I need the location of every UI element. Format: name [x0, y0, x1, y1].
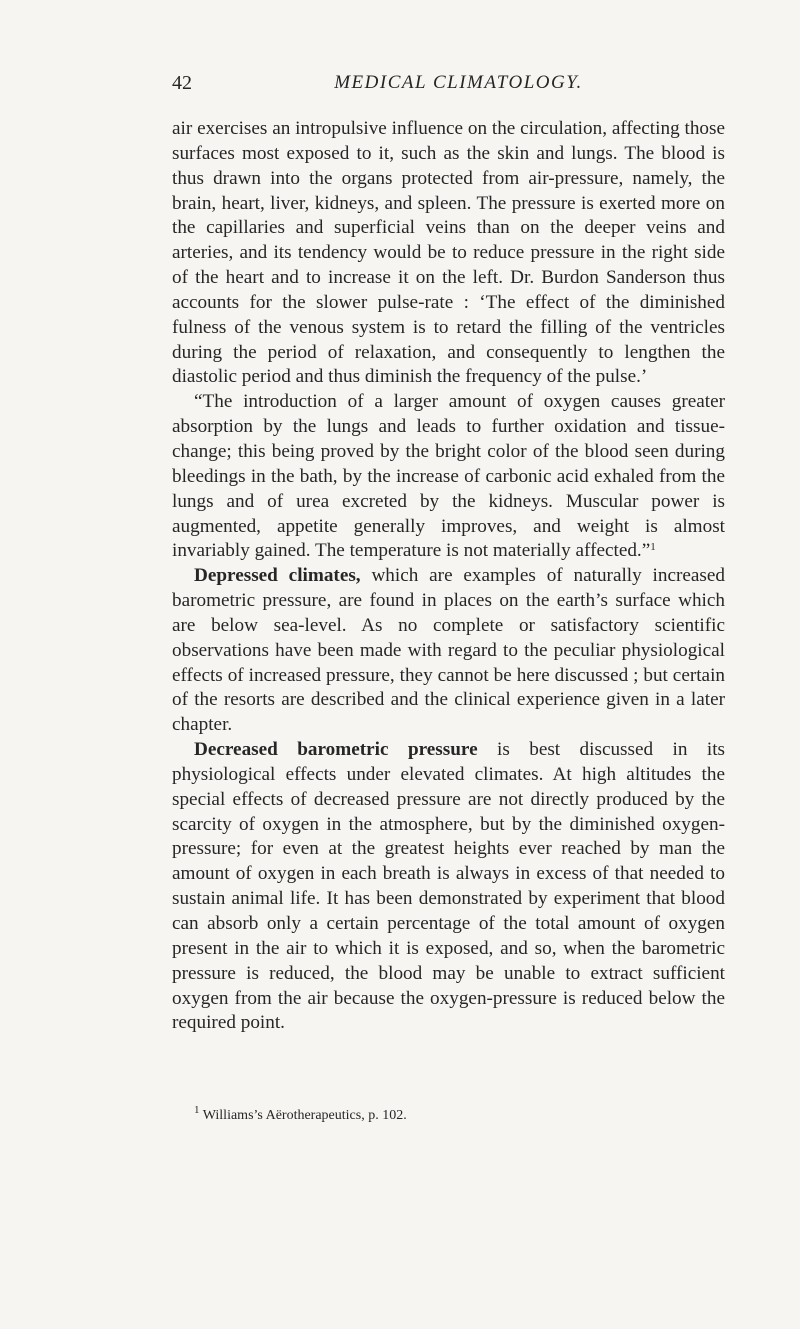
paragraph-text: which are examples of naturally increased barometric pressure, are found in places on the earth’s surface which are below sea-level. As no complete or satisfactory scientific observations have been made with regard to the peculiar physiological effects of increased pressure, they cannot be here discussed ; but certain of the resorts are described and the clinical experience given in a later chapter. [172, 565, 725, 736]
paragraph-text: air exercises an intropulsive influence on the circulation, affecting those surfaces most exposed to it, such as the skin and lungs. The blood is thus drawn into the organs protected from air-pressure, namely, the brain, heart, liver, kidneys, and spleen. The pressure is exerted more on the capillaries and superficial veins than on the deeper veins and arteries, and its tendency would be to reduce pressure in the right side of the heart and to increase it on the left. Dr. Burdon Sanderson thus accounts for the slower pulse-rate : ‘The effect of the diminished fulness of the venous system is to retard the filling of the ventricles during the period of relaxation, and consequently to lengthen the diastolic period and thus diminish the frequency of the pulse.’ [172, 118, 725, 388]
paragraph-decreased-pressure [172, 738, 725, 1036]
paragraph-lead-term: Decreased barometric pressure [194, 739, 478, 761]
paragraph-quotation [172, 390, 725, 564]
paragraph-depressed-climates [172, 564, 725, 738]
footnote-reference: 1 [650, 541, 656, 554]
body-text [172, 117, 725, 1036]
paragraph-text: “The introduction of a larger amount of oxygen causes greater absorption by the lungs and leads to further oxidation and tissue-change; this being proved by the bright color of the blood seen during bleedings in the bath, by the increase of carbonic acid exhaled from the lungs and of urea excreted by the kidneys. Muscular power is augmented, appetite generally improves, and weight is almost invariably gained. The temperature is not materially affected.” [172, 391, 725, 562]
running-head: MEDICAL CLIMATOLOGY. [334, 72, 583, 93]
footnote-marker: 1 [194, 1104, 200, 1116]
page-header [172, 72, 725, 100]
paragraph-lead-term: Depressed climates, [194, 565, 361, 587]
page-number: 42 [172, 72, 192, 94]
footnote [172, 1104, 725, 1125]
footnote-text: Williams’s Aërotherapeutics, p. 102. [202, 1108, 407, 1123]
paragraph-continuation [172, 117, 725, 390]
paragraph-text: is best discussed in its physiological effects under elevated climates. At high altitudes the special effects of decreased pressure are not directly produced by the scarcity of oxygen in the atmosphere, but by the diminished oxygen-pressure; for even at the greatest heights ever reached by man the amount of oxygen in each breath is always in excess of that needed to sustain animal life. It has been demonstrated by experiment that blood can absorb only a certain percentage of the total amount of oxygen present in the air to which it is exposed, and so, when the barometric pressure is reduced, the blood may be unable to extract sufficient oxygen from the air because the oxygen-pressure is reduced below the required point. [172, 739, 725, 1034]
